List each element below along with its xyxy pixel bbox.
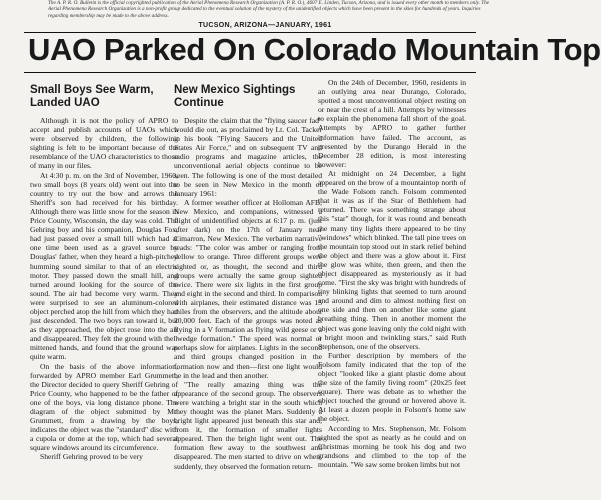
column-1-paragraph: Although it is not the policy of APRO to accept and publish accounts of UAOs which were observed by children, the following sighting is felt to be important because of the resemblance of the UAO characteristics to those of many in our files. xyxy=(30,116,178,171)
column-2 xyxy=(174,78,322,471)
column-2-paragraph: "The really amazing thing was the appearance of the second group. The observers were watching a bright star in the south which they thought was the planet Mars. Suddenly a bright light appeared just beneath this star and, from it, the formation of smaller lights appeared. Then the bright light went out. The formation flew away to the southwest and disappeared. The men started to drive on when, suddenly, they observed the formation return- xyxy=(174,379,322,471)
column-3 xyxy=(318,78,466,469)
column-3-paragraph: Further description by members of the Folsom family indicated that the top of the object "looked like a giant plastic dome about the size of the family living room" (20x25 feet square). There was debate as to whether the object touched the ground or hovered above it. At least a dozen people in Folsom's home saw the object. xyxy=(318,350,466,424)
column-2-paragraph: A former weather officer at Holloman AFB, New Mexico, and companions, witnessed a flight of unidentified objects at 6:17 p. m. (just after dark) on the 17th of January near Cimarron, New Mexico. The verbatim narrative reads: "The color was amber or ranging from yellow to orange. Three different groups were sighted or, as thought, the second and third groups were actually the same group sighted twice. There were six lights in the first group and eight in the second and third. In comparison with airplanes, their estimated distance was 15 miles from the observers, and the altitude about 20,000 feet. Each of the groups was noted as flying in a V formation as flying wild geese or a "wedge formation." The speed was normal or perhaps slow for airplanes. Lights in the second and third groups changed position in the formation now and then—first one light would be in the lead and then another. xyxy=(174,197,322,380)
column-1-paragraph: At 4:30 p. m. on the 3rd of November, 1960, two small boys (8 years old) went out into the country to try out the bow and arrows the Sheriff's son had received for his birthday. Although there was little snow for the season in Price County, Wisconsin, the day was cold. The Gehring boy and his companion, Douglas Fox, had just passed over a small hill which had at one time been used as a gravel source by Douglas' father, when they heard a high-pitched humming sound similar to that of an electric motor. They passed down the small hill, and turned around looking for the source of the sound. The air had become very warm. They were surprised to see an aluminum-colored object perched atop the hill from which they had just descended. The two boys ran toward it, but as they approached, the object rose into the air and disappeared. They felt the ground with their mittened hands, and found that the ground was quite warm. xyxy=(30,170,178,362)
column-1 xyxy=(30,78,178,462)
column-3-paragraph: On the 24th of December, 1960, residents in an outlying area near Durango, Colorado, spotted a most unconventional object resting on or near the crest of a hill. Attempts by witnesses to explain the phenomena fall short of the goal. Attempts by APRO to gather further information have failed. The account, as presented by the Durango Herald in the December 28 edition, is most interesting however: xyxy=(318,78,466,169)
masthead-notice: The A. P. R. O. Bulletin is the official copyrighted publication of the Aerial Phenomena Research Organization (A. P. R. O.), 4607 E. Linden, Tucson, Arizona, and is issued every other month to members only. The Aerial Phenomena Research Organization is a non-profit group dedicated to the eventual solution of the mystery of the unidentified objects which have been present in the skies for hundreds of years. Inquiries regarding membership may be made to the above address. xyxy=(48,0,490,19)
column-1-paragraph: Sheriff Gehring proved to be very xyxy=(40,452,143,462)
column-3-paragraph: According to Mrs. Stephenson, Mr. Folsom sighted the spot as nearly as he could and on Christmas morning he took his dog and two grandsons and climbed to the top of the mountain. "We saw some broken limbs but not xyxy=(318,423,466,469)
column-3-paragraph: At midnight on 24 December, a light appeared on the brow of a mountaintop north of the Wade Folsom ranch. Folsom commented that it was as if the Star of Bethlehem had returned. There was something strange about this "star" though, for it was round and beneath the many tiny lights there appeared to be tiny "windows" which blinked. The tall pine trees on the mountain top stood out in stark relief behind the object and there was a glow about it. First the glow was white, then green, and then the object disappeared as mysteriously as it had come. "First the sky was bright with hundreds of tiny blinking lights that seemed to turn around and around and dim to almost nothing first on one side and then on another like some giant breathing thing. Then in another moment the object was gone leaving only the cold night with a bright moon and twinkling stars," said Ruth Stephenson, one of the observers. xyxy=(318,168,466,351)
dateline: TUCSON, ARIZONA—JANUARY, 1961 xyxy=(198,22,332,29)
headline-rule xyxy=(24,72,476,73)
column-1-paragraph: On the basis of the above information, forwarded by APRO member Earl Grummett, the Director decided to query Sheriff Gehring of Price County, who happened to be the father of one of the boys, via long distance phone. The diagram of the object submitted by Mr. Grummett, from a drawing by the boys, indicates the object was the "standard" disc with a cupola or dome at the top, which had several square windows around its circumference. xyxy=(30,361,178,453)
column-2-paragraph: Despite the claim that the "flying saucer fad" would die out, as proclaimed by Lt. Col. Tacker in his book "Flying Saucers and the United States Air Force," and on subsequent TV and radio programs and magazine articles, the unconventional aerial objects continue to be seen. The following is one of the most detailed to be seen in New Mexico in the month of January 1961: xyxy=(174,116,322,198)
headline: UAO Parked On Colorado Mountain Top xyxy=(28,32,601,67)
subhead-new-mexico: New Mexico Sightings Continue xyxy=(174,84,296,109)
subhead-small-boys: Small Boys See Warm, Landed UAO xyxy=(30,84,154,109)
